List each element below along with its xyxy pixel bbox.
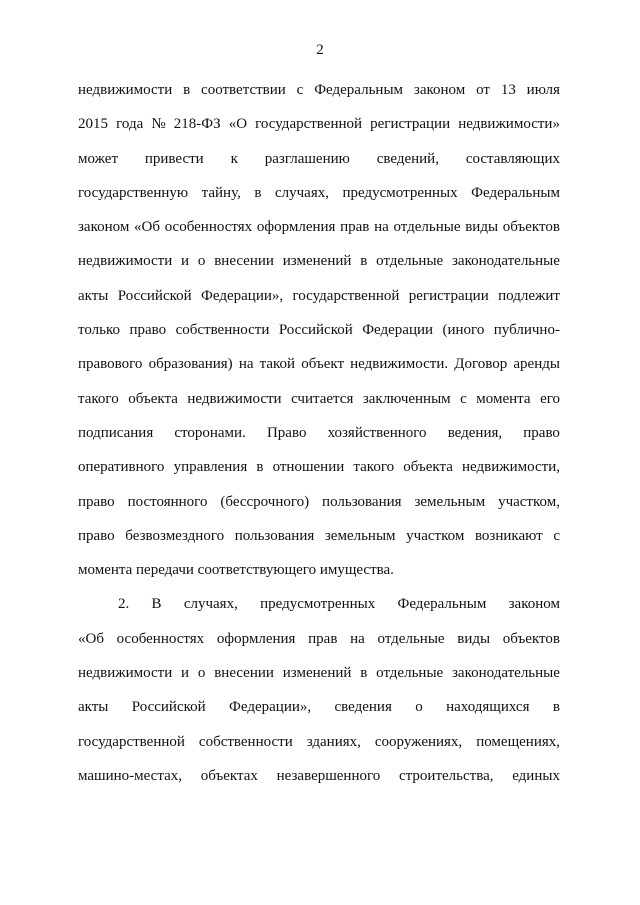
page-number: 2 xyxy=(316,42,324,58)
text-line xyxy=(78,592,560,626)
word: оперативного xyxy=(78,459,165,476)
text-line xyxy=(78,764,560,798)
word: в xyxy=(360,665,368,682)
document-body xyxy=(78,78,560,798)
word: прав xyxy=(340,219,370,236)
word: к xyxy=(230,150,238,167)
word: образования) xyxy=(148,356,233,373)
word: государственную xyxy=(78,184,189,201)
text-line xyxy=(78,387,560,421)
text-line xyxy=(78,147,560,181)
word: такого xyxy=(353,459,395,476)
text-line xyxy=(78,352,560,386)
word: с xyxy=(296,82,304,98)
text-line xyxy=(78,695,560,729)
word: только xyxy=(78,322,121,339)
word: помещениях, xyxy=(476,733,560,750)
word: объектов xyxy=(502,219,560,236)
word: Федеральным xyxy=(471,184,560,201)
word: июля xyxy=(526,82,560,98)
text-line: момента передачи соответствующего имущества. xyxy=(78,562,394,579)
word: его xyxy=(540,390,560,407)
word: сведений, xyxy=(376,150,439,167)
word: на xyxy=(374,219,389,236)
word: право xyxy=(78,527,115,544)
word: прав xyxy=(308,630,338,647)
word: отношении xyxy=(272,459,345,476)
word: разглашению xyxy=(264,150,350,167)
word: виды xyxy=(465,219,499,236)
word: объектов xyxy=(502,630,560,647)
word: законом xyxy=(78,219,130,236)
word: с xyxy=(460,390,467,407)
text-line xyxy=(78,730,560,764)
word: незавершенного xyxy=(276,767,381,784)
word: от xyxy=(476,82,490,98)
word: управления xyxy=(173,459,248,476)
word: акты xyxy=(78,287,109,304)
word: законодательные xyxy=(452,253,560,270)
word: отдельные xyxy=(376,665,444,682)
word: особенностях xyxy=(164,219,253,236)
word: привести xyxy=(144,150,204,167)
word: № xyxy=(151,116,166,133)
text-line xyxy=(78,318,560,352)
word: и xyxy=(181,253,190,270)
word: государственной xyxy=(255,116,363,133)
word: право xyxy=(78,493,115,510)
word: государственной xyxy=(78,733,185,750)
word: тайну, xyxy=(201,184,241,201)
word: ведения, xyxy=(447,424,503,441)
word: внесении xyxy=(214,665,274,682)
word: недвижимости. xyxy=(350,356,449,373)
text-line xyxy=(78,627,560,661)
word: Право xyxy=(266,424,307,441)
word: может xyxy=(78,150,118,167)
word: о xyxy=(197,253,206,270)
word: составляющих xyxy=(465,150,560,167)
word: строительства, xyxy=(399,767,494,784)
word: отдельные xyxy=(376,253,444,270)
word: предусмотренных xyxy=(260,596,376,613)
word: такой xyxy=(259,356,296,373)
word: недвижимости xyxy=(78,82,173,98)
word: 2. xyxy=(118,596,130,613)
word: «О xyxy=(228,116,248,133)
word: пользования xyxy=(234,527,315,544)
word: случаях, xyxy=(183,596,238,613)
word: в xyxy=(183,82,191,98)
word: 218-ФЗ xyxy=(173,116,221,133)
word: оформления xyxy=(216,630,296,647)
word: собственности xyxy=(198,733,293,750)
text-line xyxy=(78,112,560,146)
word: аренды xyxy=(513,356,560,373)
word: подлежит xyxy=(498,287,560,304)
word: такого xyxy=(78,390,119,407)
word: года xyxy=(116,116,144,133)
word: государственной xyxy=(292,287,400,304)
word: заключенным xyxy=(362,390,451,407)
word: объекта xyxy=(403,459,453,476)
word: Федерации», xyxy=(201,287,284,304)
word: изменений xyxy=(282,253,352,270)
word: право xyxy=(523,424,560,441)
word: предусмотренных xyxy=(342,184,458,201)
word: объекта xyxy=(128,390,178,407)
text-line xyxy=(78,284,560,318)
word: находящихся xyxy=(446,699,530,716)
word: на xyxy=(238,356,254,373)
word: недвижимости, xyxy=(462,459,560,476)
word: о xyxy=(197,665,206,682)
word: постоянного xyxy=(127,493,208,510)
word: Федеральным xyxy=(397,596,487,613)
text-line xyxy=(78,490,560,524)
word: на xyxy=(350,630,365,647)
word: внесении xyxy=(214,253,274,270)
word: соответствии xyxy=(201,82,286,98)
word: Российской xyxy=(131,699,206,716)
word: Федерации xyxy=(362,322,434,339)
word: акты xyxy=(78,699,109,716)
word: законом xyxy=(508,596,560,613)
word: сторонами. xyxy=(174,424,246,441)
word: сооружениях, xyxy=(374,733,463,750)
word: отдельные xyxy=(393,219,461,236)
word: участком xyxy=(406,527,465,544)
word: земельным xyxy=(324,527,396,544)
word: недвижимости xyxy=(78,665,173,682)
word: оформления xyxy=(256,219,336,236)
word: собственности xyxy=(175,322,270,339)
word: Федеральным xyxy=(314,82,404,98)
word: в xyxy=(254,184,262,201)
word: пользования xyxy=(322,493,402,510)
word: единых xyxy=(512,767,560,784)
text-line xyxy=(78,181,560,215)
word: недвижимости xyxy=(78,253,173,270)
text-line xyxy=(78,249,560,283)
word: зданиях, xyxy=(306,733,361,750)
text-line xyxy=(78,661,560,695)
word: в xyxy=(360,253,368,270)
word: объектах xyxy=(200,767,258,784)
word: право xyxy=(129,322,167,339)
word: В xyxy=(151,596,162,613)
word: с xyxy=(553,527,560,544)
word: законом xyxy=(413,82,466,98)
text-line xyxy=(78,215,560,249)
word: участком, xyxy=(498,493,560,510)
word: возникают xyxy=(474,527,543,544)
word: подписания xyxy=(78,424,154,441)
word: (иного xyxy=(442,322,485,339)
word: и xyxy=(181,665,190,682)
word: 13 xyxy=(500,82,516,98)
word: Российской xyxy=(117,287,192,304)
word: сведения xyxy=(334,699,392,716)
word: Федерации», xyxy=(229,699,312,716)
text-line xyxy=(78,421,560,455)
word: безвозмездного xyxy=(125,527,225,544)
word: (бессрочного) xyxy=(220,493,310,510)
word: момента xyxy=(476,390,531,407)
word: особенностях xyxy=(116,630,205,647)
word: 2015 xyxy=(78,116,108,133)
word: хозяйственного xyxy=(327,424,427,441)
word: недвижимости xyxy=(187,390,282,407)
word: изменений xyxy=(282,665,352,682)
word: машино-местах, xyxy=(78,767,182,784)
word: объект xyxy=(301,356,345,373)
word: в xyxy=(256,459,264,476)
word: «Об xyxy=(134,219,160,236)
word: регистрации xyxy=(370,116,451,133)
word: в xyxy=(552,699,560,716)
text-line xyxy=(78,524,560,558)
word: законодательные xyxy=(452,665,560,682)
word: Договор xyxy=(454,356,508,373)
word: о xyxy=(415,699,423,716)
word: отдельные xyxy=(377,630,445,647)
word: земельным xyxy=(414,493,486,510)
word: регистрации xyxy=(408,287,489,304)
word: случаях, xyxy=(274,184,329,201)
word: недвижимости» xyxy=(458,116,560,133)
text-line xyxy=(78,78,560,112)
text-line xyxy=(78,455,560,489)
word: «Об xyxy=(78,630,104,647)
word: виды xyxy=(457,630,491,647)
word: публично- xyxy=(493,322,560,339)
word: правового xyxy=(78,356,143,373)
word: считается xyxy=(291,390,354,407)
word: Российской xyxy=(278,322,353,339)
